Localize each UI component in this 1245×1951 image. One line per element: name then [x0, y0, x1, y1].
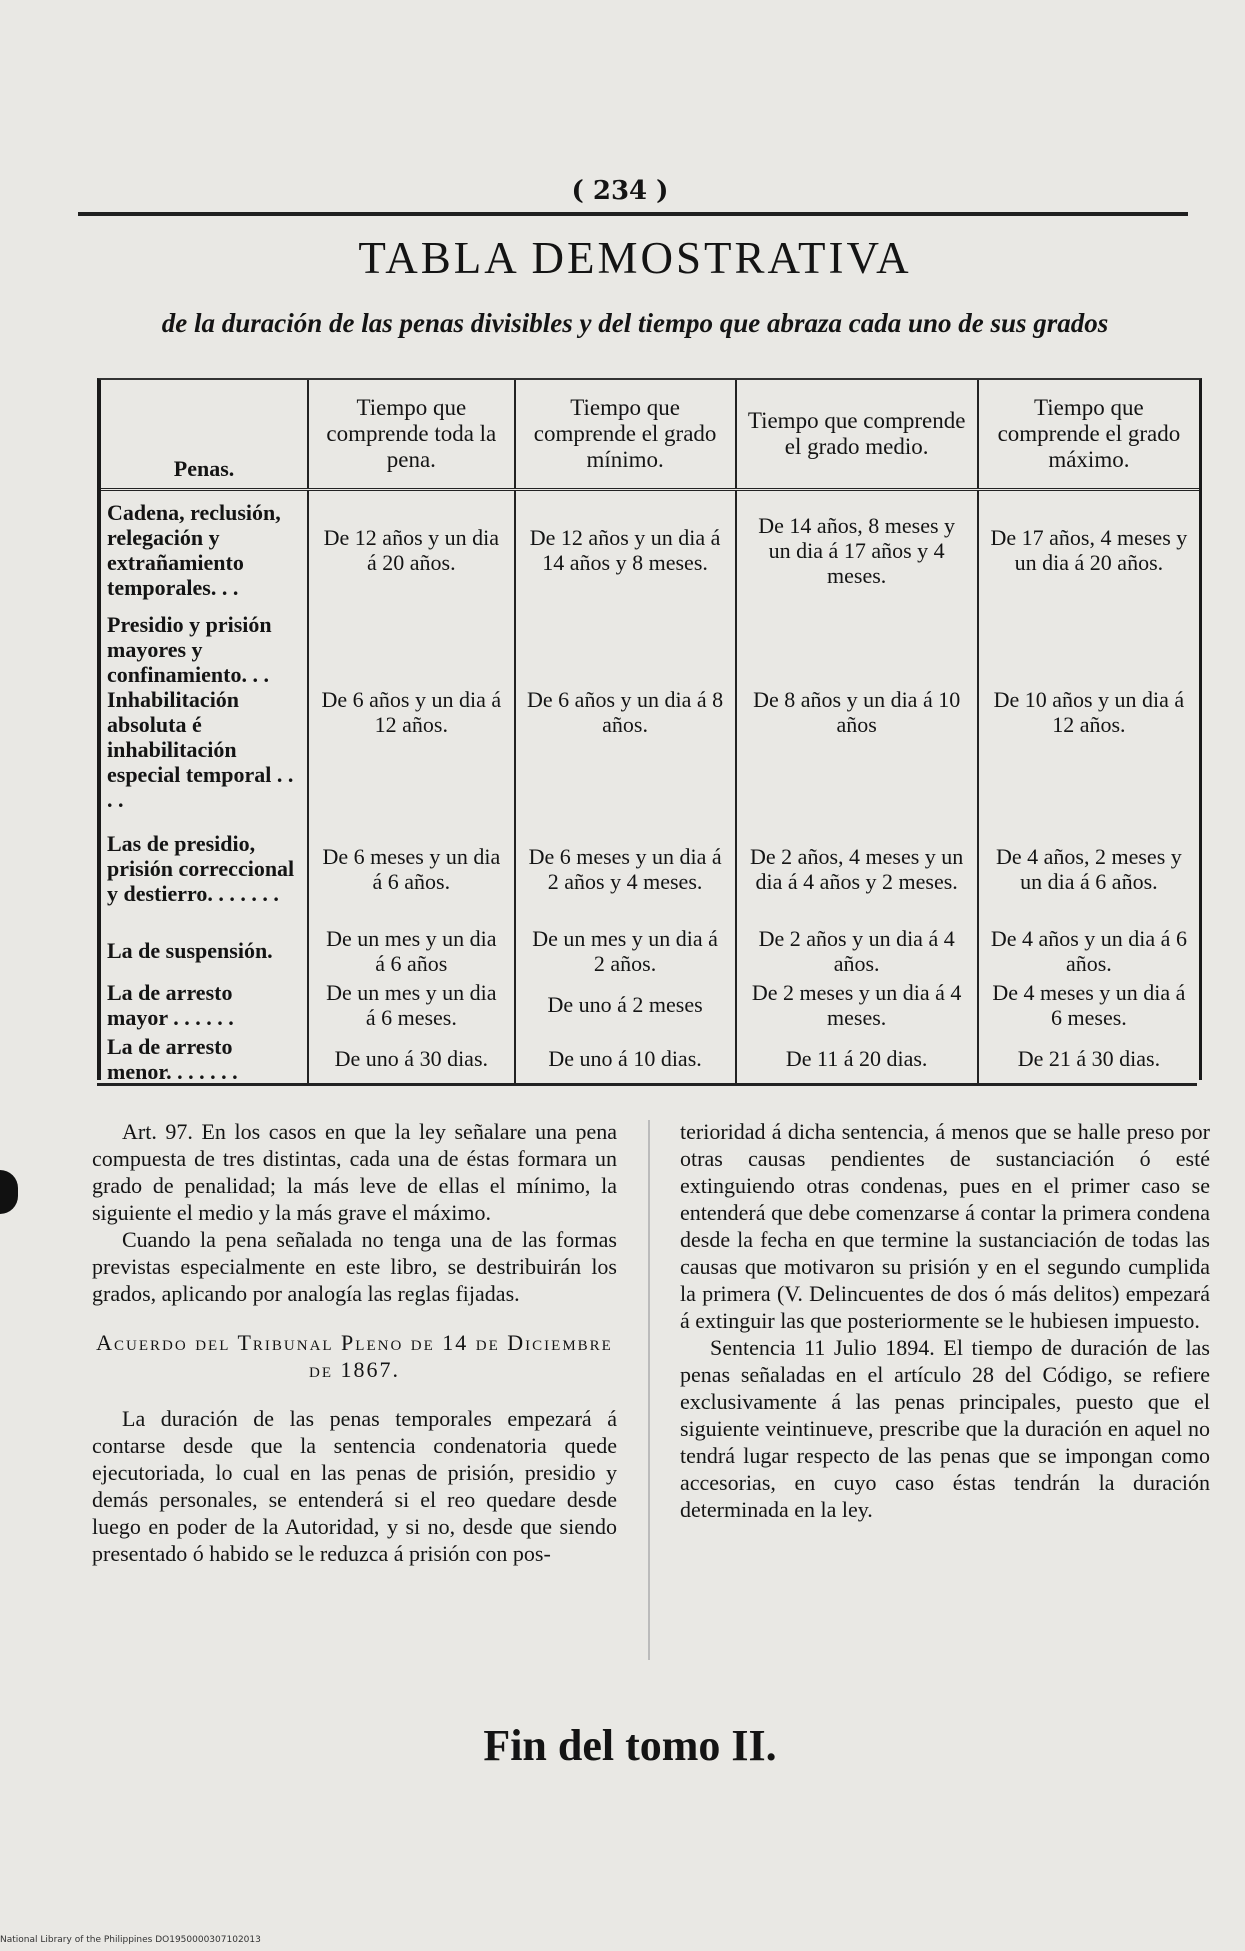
table-row: [101, 610, 1199, 814]
duration-cell: De 6 años y un dia á 12 años.: [308, 610, 515, 814]
duration-cell: De un mes y un dia á 6 meses.: [308, 978, 515, 1032]
duration-cell: De 12 años y un dia á 14 años y 8 meses.: [515, 490, 736, 610]
section-heading: Acuerdo del Tribunal Pleno de 14 de Diciembre de 1867.: [96, 1330, 613, 1382]
right-column: [680, 1118, 1210, 1523]
pena-cell: Presidio y prisión mayores y confinamiento. . . Inhabilitación absoluta é inhabilitación especial temporal . . . .: [101, 610, 308, 814]
pena-cell: Las de presidio, prisión correccional y destierro. . . . . . .: [101, 814, 308, 924]
sentencia-paragraph: Sentencia 11 Julio 1894. El tiempo de duración de las penas señaladas en el artículo 28 del Código, se refiere exclusivamente á las penas principales, puesto que el siguiente veintinueve, prescribe que la duración en aquel no tendrá lugar respecto de las penas que se impongan como accesorias, en cuyo caso éstas tendrán la duración determinada en la ley.: [680, 1335, 1210, 1522]
header-grado-minimo: Tiempo que comprende el grado mínimo.: [515, 380, 736, 490]
binding-mark: [0, 1170, 18, 1214]
duration-cell: De 6 meses y un dia á 2 años y 4 meses.: [515, 814, 736, 924]
pena-cell: La de arresto mayor . . . . . .: [101, 978, 308, 1032]
column-divider: [648, 1120, 650, 1660]
table-row: [101, 978, 1199, 1032]
article-97: Art. 97. En los casos en que la ley señalare una pena compuesta de tres distintas, cada una de éstas formara un grado de penalidad; la más leve de ellas el mínimo, la siguiente el medio y la más grave el máximo.: [92, 1119, 617, 1225]
duration-cell: De 6 años y un dia á 8 años.: [515, 610, 736, 814]
header-grado-medio: Tiempo que comprende el grado medio.: [736, 380, 978, 490]
duration-cell: De uno á 10 dias.: [515, 1032, 736, 1086]
closing-line: Fin del tomo II.: [483, 1721, 777, 1770]
header-rule: [78, 212, 1188, 216]
table-subtitle: de la duración de las penas divisibles y del tiempo que abraza cada uno de sus grados: [161, 308, 1109, 338]
continuation-paragraph: terioridad á dicha sentencia, á menos que se halle preso por otras causas pendientes de sustanciación ó esté extinguiendo otras condenas, pues en el primer caso se entenderá que debe comenzarse á contar la primera condena desde la fecha en que termine la sustanciación de todas las causas que motivaron su prisión y en el segundo cumplida la primera (V. Delincuentes de dos ó más delitos) empezará á extinguir las que posteriormente se le hubiesen impuesto.: [680, 1119, 1210, 1333]
left-column: [92, 1118, 617, 1567]
header-toda-pena: Tiempo que comprende toda la pena.: [308, 380, 515, 490]
footer-credit: National Library of the Philippines DO1950000307102013: [0, 1935, 261, 1945]
acuerdo-paragraph: La duración de las penas temporales empezará á contarse desde que la sentencia condenatoria quede ejecutoriada, lo cual en las penas de prisión, presidio y demás personales, se entenderá si el reo quedare desde luego en poder de la Autoridad, y si no, desde que siendo presentado ó habido se le reduzca á prisión con pos-: [92, 1406, 617, 1566]
duration-cell: De 10 años y un dia á 12 años.: [993, 686, 1185, 737]
header-grado-maximo: Tiempo que comprende el grado máximo.: [978, 380, 1199, 490]
duration-cell: De 4 meses y un dia á 6 meses.: [992, 979, 1186, 1030]
duration-cell: De 2 años, 4 meses y un dia á 4 años y 2 meses.: [736, 814, 978, 924]
duration-cell: De 17 años, 4 meses y un dia á 20 años.: [990, 525, 1188, 576]
table-row: [101, 1032, 1199, 1086]
table-header-row: [101, 380, 1199, 490]
pena-cell: La de suspensión.: [101, 924, 308, 978]
pena-cell: Cadena, reclusión, relegación y extrañamiento temporales. . .: [101, 490, 308, 610]
table-row: [101, 490, 1199, 610]
duration-cell: De uno á 30 dias.: [308, 1032, 515, 1086]
pena-cell: La de arresto menor. . . . . . .: [101, 1032, 308, 1086]
duration-cell: De 21 á 30 dias.: [1017, 1046, 1161, 1071]
table-title: TABLA DEMOSTRATIVA: [358, 233, 912, 283]
duration-cell: De 11 á 20 dias.: [736, 1032, 978, 1086]
grades-table: [101, 380, 1199, 1086]
table-bottom-rule: [97, 1083, 1197, 1086]
duration-cell: De 12 años y un dia á 20 años.: [308, 490, 515, 610]
duration-cell: De 2 meses y un dia á 4 meses.: [736, 978, 978, 1032]
article-97-paragraph-2: Cuando la pena señalada no tenga una de las formas previstas especialmente en este libro, se destribuirán los grados, aplicando por analogía las reglas fijadas.: [92, 1227, 617, 1306]
duration-cell: De 4 años y un dia á 6 años.: [990, 925, 1187, 976]
header-penas: Penas.: [101, 380, 308, 490]
table-row: [101, 924, 1199, 978]
duration-cell: De 4 años, 2 meses y un dia á 6 años.: [996, 843, 1182, 894]
duration-cell: De 8 años y un dia á 10 años: [736, 610, 978, 814]
duration-cell: De un mes y un dia á 2 años.: [515, 924, 736, 978]
table-row: [101, 814, 1199, 924]
duration-cell: De 2 años y un dia á 4 años.: [736, 924, 978, 978]
duration-cell: De un mes y un dia á 6 años: [308, 924, 515, 978]
page-number: ( 234 ): [571, 176, 669, 206]
duration-cell: De uno á 2 meses: [515, 978, 736, 1032]
grades-table-frame: [97, 378, 1202, 1084]
duration-cell: De 14 años, 8 meses y un dia á 17 años y 4 meses.: [736, 490, 978, 610]
duration-cell: De 6 meses y un dia á 6 años.: [308, 814, 515, 924]
